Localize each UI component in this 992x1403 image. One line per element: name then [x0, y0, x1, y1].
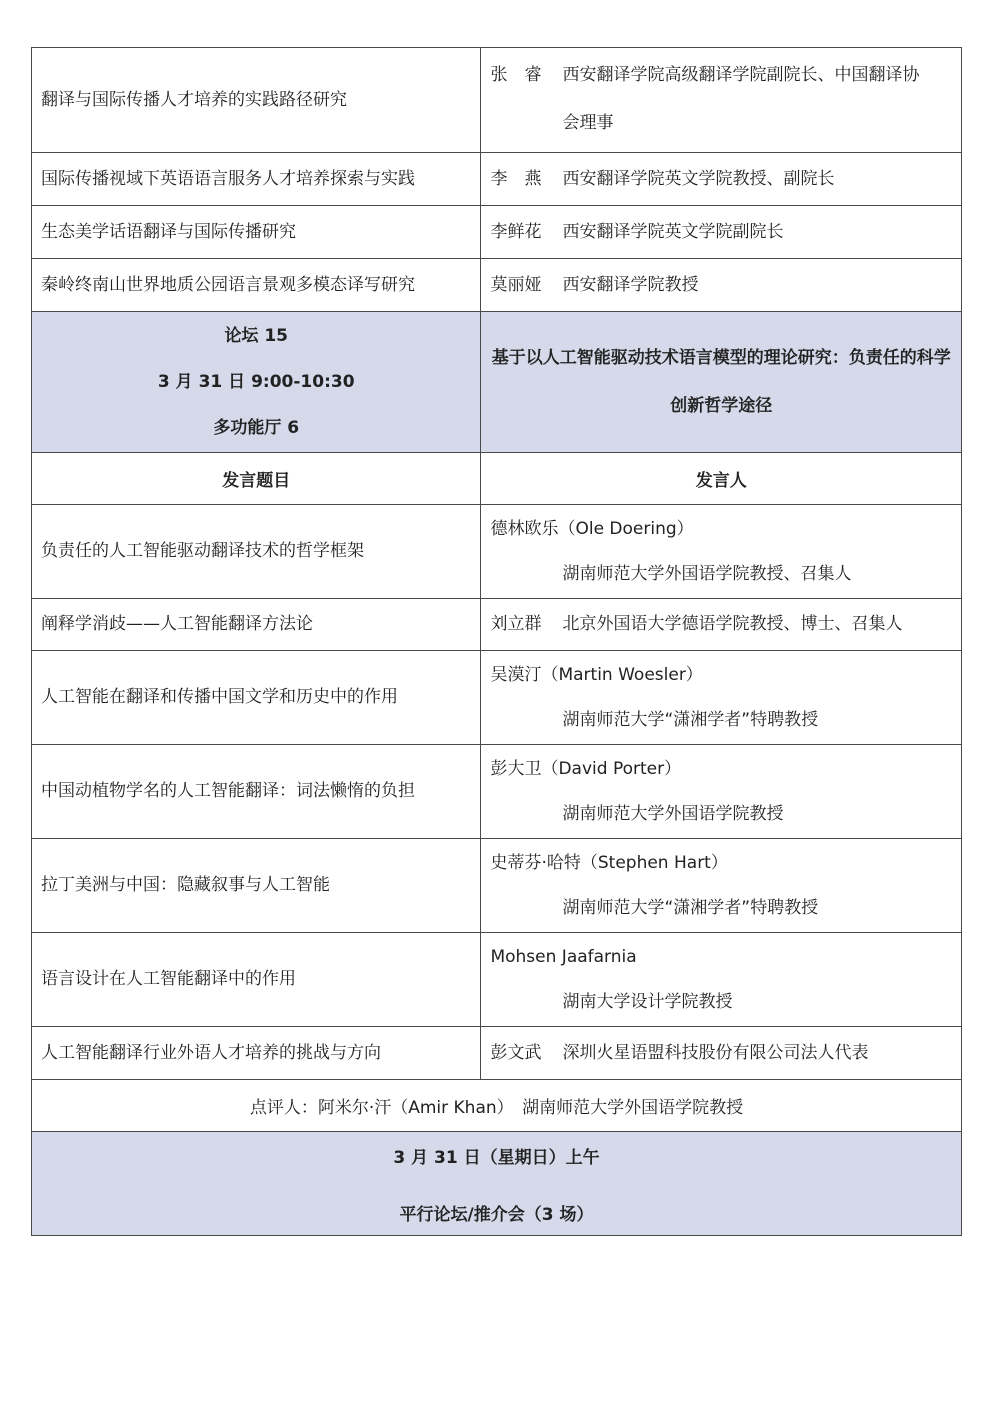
speaker-name: 史蒂芬·哈特（Stephen Hart）	[490, 853, 728, 874]
table-row	[32, 839, 962, 933]
speaker-name: Mohsen Jaafarnia	[490, 947, 637, 968]
speaker-name: 李鲜花	[490, 221, 542, 242]
speaker-cell	[481, 153, 962, 206]
talk-topic: 阐释学消歧——人工智能翻译方法论	[32, 599, 481, 651]
speaker-title: 西安翻译学院高级翻译学院副院长、中国翻译协	[562, 65, 920, 85]
session-banner	[32, 1132, 962, 1236]
column-header-row	[32, 453, 962, 505]
talk-topic: 中国动植物学名的人工智能翻译：词法懒惰的负担	[32, 745, 481, 839]
session-banner-row	[32, 1132, 962, 1236]
forum-header-row	[32, 312, 962, 453]
forum-time: 3 月 31 日 9:00-10:30	[157, 371, 355, 392]
speaker-title: 湖南师范大学“潇湘学者”特聘教授	[562, 709, 819, 730]
talk-topic: 人工智能在翻译和传播中国文学和历史中的作用	[32, 651, 481, 745]
speaker-cell	[481, 651, 962, 745]
speaker-title: 北京外国语大学德语学院教授、博士、召集人	[562, 614, 903, 635]
table-row	[32, 259, 962, 312]
speaker-name: 刘立群	[490, 614, 542, 635]
talk-topic: 拉丁美洲与中国：隐藏叙事与人工智能	[32, 839, 481, 933]
talk-topic: 秦岭终南山世界地质公园语言景观多模态译写研究	[32, 259, 481, 312]
speaker-cell	[481, 206, 962, 259]
table-row	[32, 651, 962, 745]
talk-topic: 语言设计在人工智能翻译中的作用	[32, 933, 481, 1027]
talk-topic: 国际传播视域下英语语言服务人才培养探索与实践	[32, 153, 481, 206]
speaker-title: 深圳火星语盟科技股份有限公司法人代表	[562, 1042, 869, 1063]
forum-info	[32, 312, 481, 453]
table-row	[32, 206, 962, 259]
speaker-cell	[481, 933, 962, 1027]
speaker-name: 莫丽娅	[490, 274, 542, 295]
forum-number: 论坛 15	[224, 325, 289, 346]
session-label: 平行论坛/推介会（3 场）	[399, 1204, 594, 1225]
speaker-name: 德林欧乐（Ole Doering）	[490, 519, 694, 540]
speaker-cell	[481, 505, 962, 599]
speaker-cell	[481, 599, 962, 651]
commentator: 点评人：阿米尔·汗（Amir Khan） 湖南师范大学外国语学院教授	[32, 1080, 962, 1132]
header-topic: 发言题目	[32, 453, 481, 505]
table-row	[32, 505, 962, 599]
speaker-title: 湖南大学设计学院教授	[562, 991, 733, 1012]
speaker-title-cont: 会理事	[562, 113, 614, 134]
table-row	[32, 599, 962, 651]
talk-topic: 人工智能翻译行业外语人才培养的挑战与方向	[32, 1027, 481, 1080]
speaker-title: 湖南师范大学外国语学院教授	[562, 803, 784, 824]
speaker-title: 西安翻译学院英文学院教授、副院长	[562, 168, 835, 189]
speaker-name: 彭大卫（David Porter）	[490, 759, 682, 780]
speaker-name: 李 燕	[490, 168, 542, 189]
speaker-title: 湖南师范大学外国语学院教授、召集人	[562, 563, 852, 584]
table-row	[32, 48, 962, 153]
speaker-cell	[481, 259, 962, 312]
table-row	[32, 153, 962, 206]
speaker-title: 湖南师范大学“潇湘学者”特聘教授	[562, 897, 819, 918]
forum-title: 基于以人工智能驱动技术语言模型的理论研究：负责任的科学创新哲学途径	[481, 312, 962, 453]
table-row	[32, 933, 962, 1027]
talk-topic: 生态美学话语翻译与国际传播研究	[32, 206, 481, 259]
speaker-name: 吴漠汀（Martin Woesler）	[490, 665, 703, 686]
speaker-cell	[481, 839, 962, 933]
header-speaker: 发言人	[481, 453, 962, 505]
forum-room: 多功能厅 6	[213, 417, 300, 438]
session-date: 3 月 31 日（星期日）上午	[393, 1147, 600, 1168]
commentator-row	[32, 1080, 962, 1132]
speaker-title: 西安翻译学院英文学院副院长	[562, 221, 784, 242]
program-table	[31, 47, 962, 1236]
speaker-name: 彭文武	[490, 1042, 542, 1063]
speaker-title: 西安翻译学院教授	[562, 274, 699, 295]
speaker-cell	[481, 1027, 962, 1080]
table-row	[32, 745, 962, 839]
talk-topic: 翻译与国际传播人才培养的实践路径研究	[32, 48, 481, 153]
speaker-name: 张 睿	[490, 65, 542, 85]
table-row	[32, 1027, 962, 1080]
speaker-cell	[481, 745, 962, 839]
speaker-cell	[481, 48, 962, 153]
talk-topic: 负责任的人工智能驱动翻译技术的哲学框架	[32, 505, 481, 599]
